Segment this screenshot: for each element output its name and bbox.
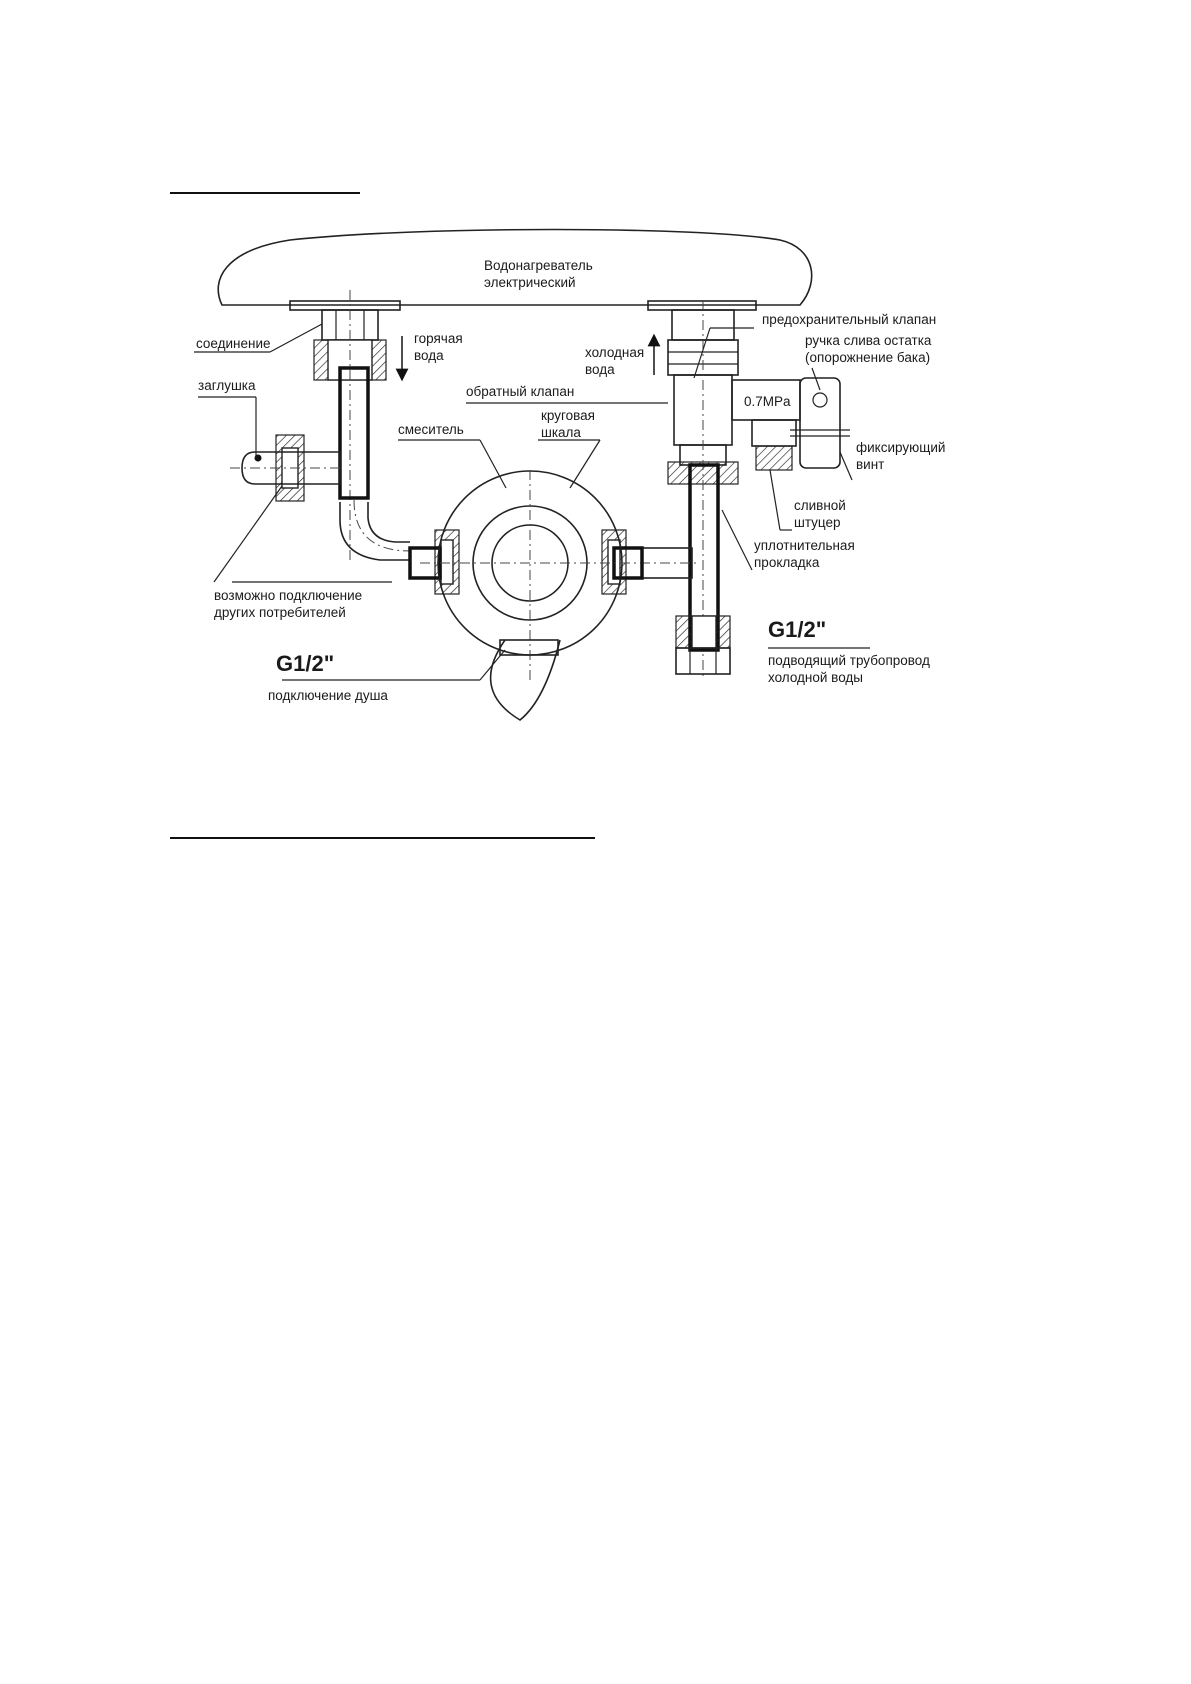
label-other-consumers-line1: возможно подключение: [214, 588, 363, 603]
label-drain-handle-line1: ручка слива остатка: [805, 333, 932, 348]
label-gasket-line2: прокладка: [754, 555, 820, 570]
label-hot-water-line1: горячая: [414, 331, 463, 346]
label-supply-pipe-line2: холодной воды: [768, 670, 863, 685]
plug-branch: [230, 435, 340, 501]
label-heater-line1: Водонагреватель: [484, 258, 593, 273]
label-shower-connection: подключение душа: [268, 688, 388, 703]
pressure-rating: 0.7MPa: [744, 394, 791, 409]
label-supply-pipe-line1: подводящий трубопровод: [768, 653, 930, 668]
label-cold-water-line1: холодная: [585, 345, 645, 360]
label-drain-fitting-line2: штуцер: [794, 515, 841, 530]
label-check-valve: обратный клапан: [466, 384, 575, 399]
label-cold-water-line2: вода: [585, 362, 615, 377]
label-drain-fitting-line1: сливной: [794, 498, 846, 513]
label-thread-left: G1/2": [276, 651, 335, 676]
label-fixing-screw-line1: фиксирующий: [856, 440, 946, 455]
label-heater-line2: электрический: [484, 275, 576, 290]
label-connection: соединение: [196, 336, 271, 351]
label-fixing-screw-line2: винт: [856, 457, 885, 472]
mixer: [410, 470, 642, 720]
label-other-consumers-line2: других потребителей: [214, 605, 346, 620]
label-dial-line2: шкала: [541, 425, 581, 440]
label-safety-valve: предохранительный клапан: [762, 312, 937, 327]
label-hot-water-line2: вода: [414, 348, 444, 363]
label-gasket-line1: уплотнительная: [754, 538, 855, 553]
hot-water-outlet: [314, 290, 410, 560]
label-drain-handle-line2: (опорожнение бака): [805, 350, 931, 365]
label-mixer: смеситель: [398, 422, 464, 437]
label-dial-line1: круговая: [541, 408, 595, 423]
label-thread-right: G1/2": [768, 617, 827, 642]
label-plug: заглушка: [198, 378, 256, 393]
